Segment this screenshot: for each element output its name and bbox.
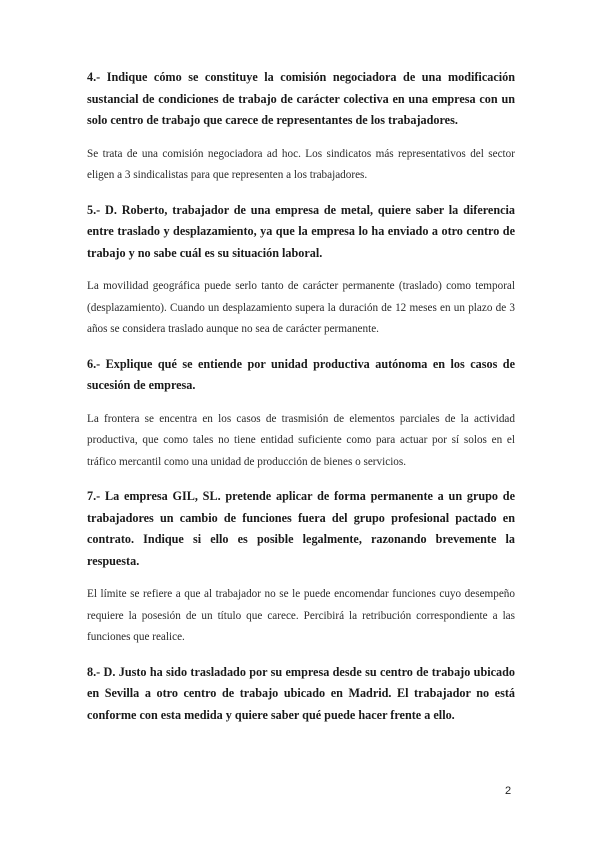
answer-4: Se trata de una comisión negociadora ad hoc. Los sindicatos más representativos del sector eligen a 3 sindicalistas para que representen a los trabajadores. [87,147,515,181]
question-8: 8.- D. Justo ha sido trasladado por su empresa desde su centro de trabajo ubicado en Sevilla a otro centro de trabajo ubicado en Madrid. El trabajador no está conforme con esta medida y quiere saber qué puede hacer frente a ello. [87,664,515,722]
answer-7: El límite se refiere a que al trabajador no se le puede encomendar funciones cuyo desempeño requiere la posesión de un título que carece. Percibirá la retribución correspondiente a las funciones que realice. [87,588,515,643]
answer-6: La frontera se encentra en los casos de trasmisión de elementos parciales de la actividad productiva, que como tales no tiene entidad suficiente como para actuar por sí solos en el tráfico mercantil como una unidad de producción de bienes o servicios. [87,412,515,468]
question-7: 7.- La empresa GIL, SL. pretende aplicar de forma permanente a un grupo de trabajadores un cambio de funciones fuera del grupo profesional pactado en contrato. Indique si ello es posible legalmente, razonando brevemente la respuesta. [87,489,515,568]
document-page [87,67,515,738]
answer-5: La movilidad geográfica puede serlo tanto de carácter permanente (traslado) como temporal (desplazamiento). Cuando un desplazamiento supera la duración de 12 meses en un plazo de 3 años se considera traslado aunque no sea de carácter permanente. [87,280,515,335]
page-number: 2 [505,785,512,797]
question-5: 5.- D. Roberto, trabajador de una empresa de metal, quiere saber la diferencia entre traslado y desplazamiento, ya que la empresa lo ha enviado a otro centro de trabajo y no sabe cuál es su situación laboral. [87,202,515,260]
question-6: 6.- Explique qué se entiende por unidad productiva autónoma en los casos de sucesión de empresa. [87,356,515,392]
question-4: 4.- Indique cómo se constituye la comisión negociadora de una modificación sustancial de condiciones de trabajo de carácter colectiva en una empresa con un solo centro de trabajo que carece de representantes de los trabajadores. [87,70,515,127]
